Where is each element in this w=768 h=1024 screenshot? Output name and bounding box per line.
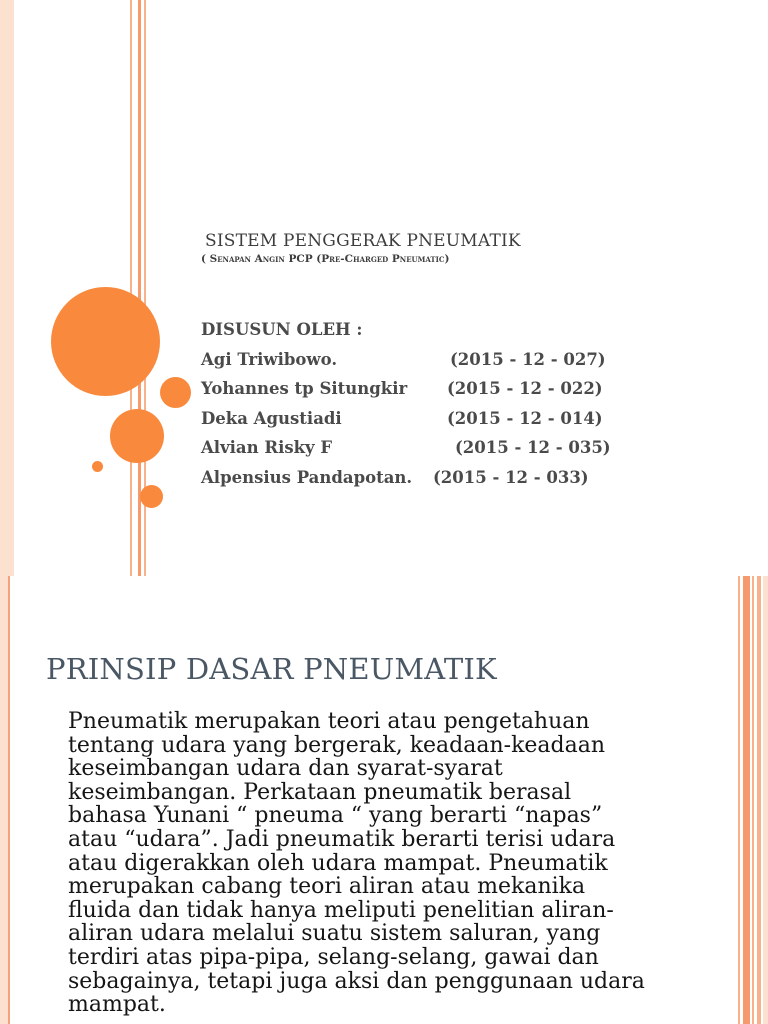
author-name: Alpensius Pandapotan. (201, 467, 413, 487)
body-line: aliran udara melalui suatu sistem saluran, yang (68, 921, 601, 947)
slide-title: SISTEM PENGGERAK PNEUMATIK (205, 231, 521, 251)
right-stripe (743, 576, 750, 1024)
left-edge-line (8, 576, 10, 1024)
author-id: (2015 - 12 - 014) (447, 408, 603, 428)
slide-subtitle: ( Senapan Angin PCP (Pre-Charged Pneumatic) (201, 253, 450, 265)
authors-heading: DISUSUN OLEH : (201, 320, 363, 339)
small-circle-decoration (160, 377, 191, 408)
left-edge-band (0, 0, 14, 576)
body-line: mampat. (68, 992, 166, 1018)
author-name: Agi Triwibowo. (201, 349, 338, 369)
vertical-line (138, 0, 141, 576)
large-circle-decoration (51, 287, 160, 396)
medium-circle-decoration (110, 409, 164, 463)
small-circle-decoration (140, 485, 163, 508)
vertical-line (130, 0, 132, 576)
body-line: terdiri atas pipa-pipa, selang-selang, gawai dan (68, 944, 599, 970)
body-line: bahasa Yunani “ pneuma “ yang berarti “napas” (68, 803, 603, 829)
right-stripe (738, 576, 740, 1024)
left-edge-band (0, 576, 8, 1024)
author-name: Alvian Risky F (201, 438, 333, 457)
author-id: (2015 - 12 - 033) (433, 467, 589, 487)
body-line: atau digerakkan oleh udara mampat. Pneumatik (68, 850, 608, 876)
right-stripe (757, 576, 761, 1024)
slide-heading: PRINSIP DASAR PNEUMATIK (46, 652, 497, 686)
author-name: Yohannes tp Situngkir (201, 379, 408, 398)
author-id: (2015 - 12 - 027) (450, 349, 606, 369)
body-line: fluida dan tidak hanya meliputi penelitian aliran- (68, 897, 614, 923)
author-id: (2015 - 12 - 035) (455, 438, 611, 457)
slide-body-text (68, 710, 666, 1017)
body-line: atau “udara”. Jadi pneumatik berarti terisi udara (68, 826, 616, 852)
tiny-circle-decoration (92, 461, 103, 472)
author-id: (2015 - 12 - 022) (447, 379, 603, 398)
body-line: keseimbangan udara dan syarat-syarat (68, 756, 503, 782)
right-stripe (763, 576, 768, 1024)
body-line: merupakan cabang teori aliran atau mekanika (68, 874, 586, 900)
content-slide (0, 576, 768, 1024)
body-line: sebagainya, tetapi juga aksi dan penggunaan udara (68, 968, 645, 994)
body-line: Pneumatik merupakan teori atau pengetahuan (68, 709, 590, 734)
author-name: Deka Agustiadi (201, 408, 342, 428)
body-line: tentang udara yang bergerak, keadaan-keadaan (68, 732, 606, 758)
right-stripe (752, 576, 754, 1024)
body-line: keseimbangan. Perkataan pneumatik berasal (68, 779, 572, 805)
